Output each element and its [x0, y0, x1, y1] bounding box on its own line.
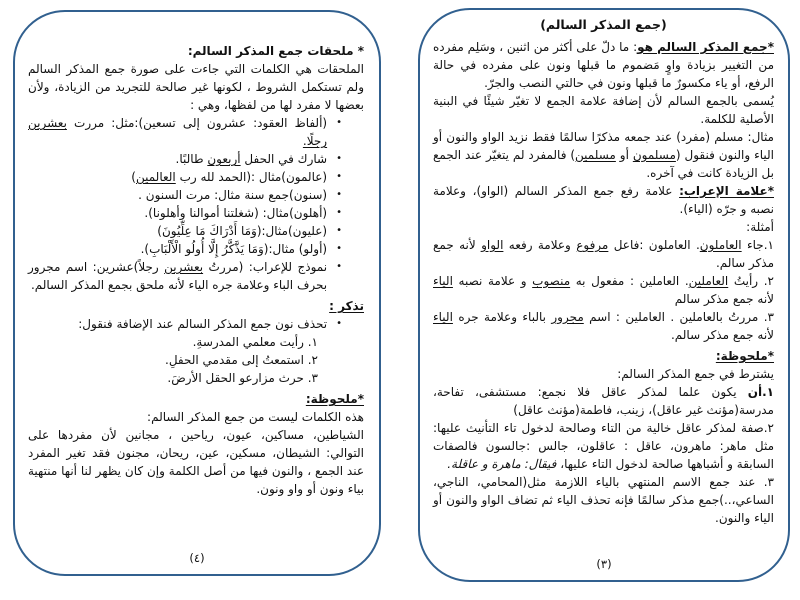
bullet-icon: •	[336, 243, 342, 254]
section-heading	[433, 347, 774, 365]
text-segment: مسلمون	[632, 147, 676, 162]
text-segment: *ملحوظة:	[305, 392, 364, 406]
text-segment: مسلمين	[575, 147, 616, 162]
bullet-item	[28, 150, 364, 168]
text-segment: و علامة نصبه	[452, 273, 533, 288]
page-3-panel	[418, 8, 790, 582]
text-segment: العاملين	[688, 273, 729, 288]
bullet-text	[28, 114, 327, 150]
bullet-icon: •	[336, 318, 342, 329]
text-segment: (أولو) مثال:(وَمَا يَذَّكَّرُ إِلَّا أُولُو الْأَلْبَابِ).	[140, 242, 328, 256]
bullet-text	[28, 258, 327, 294]
text-segment: بعشرين رجلًا.	[28, 116, 328, 148]
text-segment: (عليون)مثال:(وَمَا أَدْرَاكَ مَا عِلِّيُونَ)	[157, 224, 328, 238]
bullet-text	[28, 186, 327, 204]
text-segment: (ألفاظ العقود: عشرون إلى تسعين):مثل: مررت	[66, 116, 328, 130]
text-segment: : ما دلّ على أكثر من اثنين ، وسَلِم مفرده من التغيير بزيادة واوٍ مَضموم ما قبلها ونون على مفرده في حالة الرفع، أو ياء مكسورٌ ما قبلها ونون في حالتي النصب والجرّ.	[433, 39, 774, 90]
page-4-panel	[13, 10, 381, 576]
bullet-item	[28, 186, 364, 204]
text-paragraph	[433, 365, 774, 383]
text-segment: الياء	[433, 273, 453, 288]
text-segment: رجلاً)عشرين: اسم مجرور بحرف الباء وعلامة جره الياء لأنه ملحق بجمع المذكر السالم.	[28, 260, 328, 292]
bullet-text	[28, 222, 327, 240]
bullet-item	[28, 114, 364, 150]
text-segment: الواو	[481, 237, 504, 252]
bullet-icon: •	[336, 261, 342, 272]
text-segment: يشترط في جمع المذكر السالم:	[617, 366, 774, 381]
text-paragraph	[433, 38, 774, 92]
text-segment: *ملحوظة:	[715, 348, 774, 363]
text-paragraph	[433, 92, 774, 128]
text-paragraph	[433, 383, 774, 419]
bullet-item	[28, 222, 364, 240]
text-segment: منصوب	[532, 273, 571, 288]
text-segment: مجرور	[551, 309, 584, 324]
text-segment: . العاملون :فاعل	[608, 237, 700, 252]
bullet-item	[28, 258, 364, 294]
text-segment: العالمين	[135, 170, 176, 184]
text-segment: ) فالمفرد لم يتغيّر عند الجمع بل الزيادة كانت في آخره.	[433, 147, 774, 180]
bullet-text	[28, 168, 327, 186]
text-segment: )	[131, 170, 136, 184]
text-segment: بالباء وعلامة جره	[452, 309, 552, 324]
text-segment: لأنه جمع مذكر سالم.	[670, 327, 774, 342]
text-segment: تذكر :	[329, 299, 364, 313]
bullet-icon: •	[336, 117, 342, 128]
text-paragraph	[28, 426, 364, 498]
text-paragraph	[28, 408, 364, 426]
page-4-content	[15, 12, 379, 574]
text-paragraph	[433, 419, 774, 473]
bullet-icon: •	[336, 153, 342, 164]
text-segment: ١. رأيت معلمي المدرسةِ.	[192, 335, 318, 349]
text-segment: أربعون	[207, 152, 241, 166]
bullet-text	[28, 150, 327, 168]
text-segment: مرفوع	[576, 237, 609, 252]
text-paragraph	[28, 60, 364, 114]
bullet-icon: •	[336, 189, 342, 200]
bullet-icon: •	[336, 225, 342, 236]
text-paragraph	[433, 128, 774, 182]
bullet-item	[28, 168, 364, 186]
text-segment: ٣. عند جمع الاسم المنتهي بالياء اللازمة مثل(المحامي، الناجي، الساعي،..)جمع مذكر سالمًا فإنه تحذف الياء ثم تضاف الواو والنون أو الياء والنون.	[433, 474, 774, 525]
text-segment: ٢. استمعتُ إلى مقدمي الحفلِ.	[165, 353, 318, 367]
text-segment: (أهلون)مثال: (شغلتنا أموالنا وأهلونا).	[144, 206, 328, 220]
text-segment: لأنه جمع مذكر سالم	[674, 291, 774, 306]
text-segment: ٢.صفة لمذكر عاقل خالية من التاء وصالحة لدخول تاء التأنيث عليها: مثل ماهر: ماهرون، عاقل : عاقلون، جالس :جالسون فالصفات السابقة و أشباهها صالحة لدخول التاء عليها،	[433, 420, 774, 471]
text-segment: الياء	[433, 309, 453, 324]
bullet-icon: •	[336, 207, 342, 218]
text-paragraph	[433, 272, 774, 308]
text-segment: ٣. مررتُ بالعاملين . العاملين : اسم	[583, 309, 774, 324]
page-3-number: (٣)	[596, 557, 612, 571]
page-title	[433, 16, 774, 35]
text-segment: *جمع المذكر السالم هو	[637, 39, 774, 54]
text-segment: لأنه جمع مذكر سالم.	[433, 237, 774, 270]
text-segment: تحذف نون جمع المذكر السالم عند الإضافة فنقول:	[78, 317, 328, 331]
numbered-item	[28, 369, 364, 387]
section-heading	[28, 297, 364, 315]
page-4-number: (٤)	[189, 551, 205, 565]
text-segment: الملحقات هي الكلمات التي جاءت على صورة جمع المذكر السالم ولم تستكمل الشروط ، لكونها غير صالحة للتجريد من الزيادة، ولأن بعضها لا مفرد لها من لفظها، وهي :	[28, 62, 364, 112]
text-paragraph	[433, 218, 774, 236]
bullet-text	[28, 204, 327, 222]
text-segment: فيقال: ماهرة و عاقلة.	[447, 456, 561, 471]
bullet-icon: •	[336, 171, 342, 182]
section-heading	[28, 42, 364, 60]
bullet-item	[28, 204, 364, 222]
bullet-text	[28, 315, 327, 333]
bullet-item	[28, 315, 364, 333]
text-segment: الشياطين، مساكين، عيون، رياحين ، مجانين لأن مفردها على التوالي: الشيطان، مسكين، عين، ريحان، مجنون فقد تغير المفرد عند الجمع ، والنون فيها من أصل الكلمة وإن كان يظهر لنا أنها منتهية بياء ونون أو واو ونون.	[28, 428, 364, 496]
text-segment: ٣. حرث مزارعو الحقل الأرضَ.	[167, 371, 318, 385]
text-segment: ١.أن	[747, 384, 774, 399]
bullet-item	[28, 240, 364, 258]
text-paragraph	[433, 473, 774, 527]
bullet-text	[28, 240, 327, 258]
text-segment: هذه الكلمات ليست من جمع المذكر السالم:	[147, 410, 364, 424]
text-segment: أو	[615, 147, 633, 162]
text-paragraph	[433, 308, 774, 344]
text-segment: طالبًا.	[175, 152, 208, 166]
text-segment: ٢. رأيتُ	[728, 273, 774, 288]
text-segment: (جمع المذكر السالم)	[540, 17, 667, 32]
text-segment: شارك في الحفل	[240, 152, 328, 166]
text-segment: (عالمون)مثال :(الحمد لله رب	[175, 170, 328, 184]
numbered-item	[28, 351, 364, 369]
text-segment: نموذج للإعراب: (مررتُ	[203, 260, 328, 274]
text-segment: (سنون)جمع سنة مثال: مرت السنون .	[138, 188, 328, 202]
numbered-item	[28, 333, 364, 351]
text-segment: أمثلة:	[746, 219, 774, 234]
text-segment: مثال: مسلم (مفرد) عند جمعه مذكرًا سالمًا فقط نزيد الواو والنون أو الياء والنون فنقول (	[433, 129, 774, 162]
text-segment: ١.جاء	[741, 237, 774, 252]
section-heading	[28, 390, 364, 408]
text-segment: بعشرين	[164, 260, 204, 274]
text-segment: وعلامة رفعه	[503, 237, 577, 252]
text-paragraph	[433, 236, 774, 272]
text-segment: * ملحقات جمع المذكر السالم:	[187, 44, 364, 58]
text-segment: *علامة الإعراب:	[679, 183, 774, 198]
text-segment: العاملون	[699, 237, 742, 252]
page-3-content	[420, 10, 788, 580]
text-segment: يُسمى بالجمع السالم لأن إضافة علامة الجمع لا تغيّر شيئًا في البنية الأصلية للكلمة.	[433, 93, 774, 126]
text-paragraph	[433, 182, 774, 218]
text-segment: علامة رفع جمع المذكر السالم (الواو)، وعلامة نصبه و جرّه (الياء).	[433, 183, 774, 216]
text-segment: . العاملين : مفعول به	[570, 273, 689, 288]
text-segment: يكون علما لمذكر عاقل فلا نجمع: مستشفى، تفاحة، مدرسة(مؤنث غير عاقل)، زينب، فاطمة(مؤنث عاقل)	[433, 384, 774, 417]
